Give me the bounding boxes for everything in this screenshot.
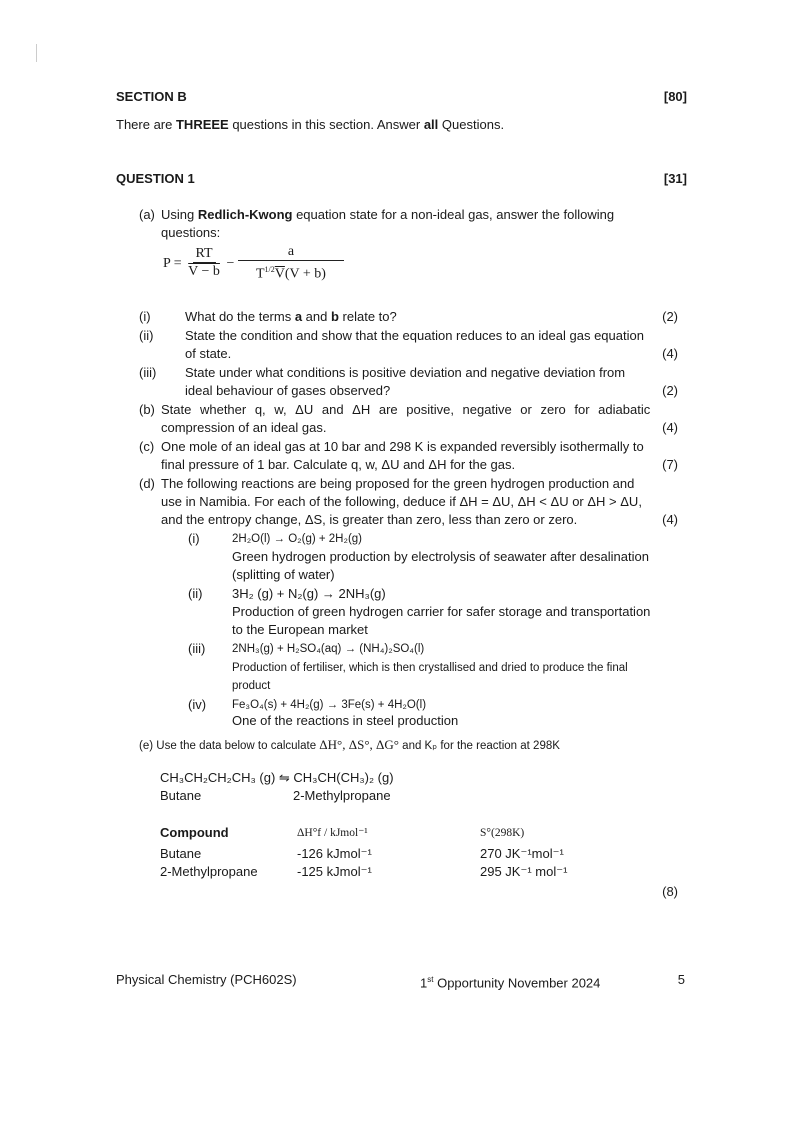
footer-course: Physical Chemistry (PCH602S) [116,972,297,987]
table-header: S°(298K) [480,827,525,839]
part-b-text: State whether q, w, ΔU and ΔH are positive, negative or zero for adiabatic [161,402,651,417]
question-marks: [31] [663,171,687,186]
reaction-equation: 3H₂ (g) + N₂(g) → 2NH₃(g) [232,586,386,601]
opportunity-text: Opportunity November 2024 [433,975,601,991]
opportunity-number: 1 [420,975,428,991]
math-symbols: ΔH°, ΔS°, ΔG° [319,737,399,752]
question-title: QUESTION 1 [116,171,195,186]
text: and [302,309,331,324]
text: and Kₚ for the reaction at 298K [398,740,560,752]
page-number: 5 [677,972,685,987]
item-label: (i) [188,531,200,546]
isomerisation-equation: CH₃CH₂CH₂CH₃ (g) ⇋ CH₃CH(CH₃)₂ (g) [160,770,394,785]
reaction-description-2: (splitting of water) [232,567,335,582]
reaction-description: Green hydrogen production by electrolysis of seawater after desalination [232,549,649,564]
reaction-description: One of the reactions in steel production [232,713,459,728]
part-b-label: (b) [139,402,155,417]
item-label: (iii) [139,365,157,380]
reactant-name: Butane [160,788,202,803]
table-header: Compound [160,825,229,840]
text: Use the data below to calculate [156,740,320,752]
formula-lhs: P = [163,255,182,271]
part-a-text [161,206,614,224]
marks: (4) [662,420,678,435]
intro-bold: THREEE [175,117,229,132]
marks: (2) [662,309,678,324]
table-cell: 270 JK⁻¹mol⁻¹ [480,846,564,861]
section-marks: [80] [663,89,687,104]
table-cell: 2-Methylpropane [160,864,258,879]
table-cell: -126 kJmol⁻¹ [297,846,372,861]
part-d-text: The following reactions are being proposed for the green hydrogen production and [161,476,635,491]
text: equation state for a non-ideal gas, answer the following [292,207,615,222]
marks: (2) [662,383,678,398]
part-d-text-2: use in Namibia. For each of the following, deduce if ΔH = ΔU, ΔH < ΔU or ΔH > ΔU, [161,494,642,509]
table-cell: 295 JK⁻¹ mol⁻¹ [480,864,568,879]
intro-bold: all [423,117,439,132]
product-name: 2-Methylpropane [293,788,391,803]
reaction-description: Production of green hydrogen carrier for safer storage and transportation [232,604,651,619]
bold-text: a [294,309,303,324]
footer-opportunity [420,971,600,992]
item-label: (i) [139,309,151,324]
reaction-description: Production of fertiliser, which is then crystallised and dried to produce the final [232,662,628,674]
reaction-description-2: to the European market [232,622,368,637]
section-intro [116,116,504,134]
a-iii-text: State under what conditions is positive deviation and negative deviation from [185,365,626,380]
text: relate to? [338,309,397,324]
numerator-2: a [238,244,344,261]
denominator-2 [253,261,329,284]
reaction-equation: Fe₃O₄(s) + 4H₂(g) → 3Fe(s) + 4H₂O(l) [232,699,427,711]
reaction-equation: 2NH₃(g) + H₂SO₄(aq) → (NH₄)₂SO₄(l) [232,643,425,655]
table-cell: Butane [160,846,202,861]
text: What do the terms [185,309,295,324]
marks: (4) [662,512,678,527]
item-label: (iv) [188,697,207,712]
den-t: T [255,266,265,282]
den-exponent: 1/2 [264,265,275,274]
part-c-text-2: final pressure of 1 bar. Calculate q, w, ΔU and ΔH for the gas. [161,457,516,472]
bold-text: Redlich-Kwong [197,207,293,222]
denominator-1: V − b [188,264,220,280]
numerator-1: RT [193,246,216,263]
marks: (8) [662,884,678,899]
part-c-label: (c) [139,439,155,454]
part-d-label: (d) [139,476,155,491]
part-d-text-3: and the entropy change, ΔS, is greater than zero, less than zero or zero. [161,512,578,527]
section-title: SECTION B [116,89,187,104]
part-c-text: One mole of an ideal gas at 10 bar and 298 K is expanded reversibly isothermally to [161,439,644,454]
reaction-equation: 2H₂O(l) → O₂(g) + 2H₂(g) [232,533,363,545]
text: Using [161,207,198,222]
marks: (7) [662,457,678,472]
formula-minus: − [226,255,235,271]
fraction-1 [185,246,223,281]
intro-text: There are [116,117,176,132]
table-cell: -125 kJmol⁻¹ [297,864,372,879]
scan-mark [36,44,37,62]
marks: (4) [662,346,678,361]
a-ii-text: State the condition and show that the equation reduces to an ideal gas equation [185,328,644,343]
item-label: (iii) [188,641,206,656]
intro-text: questions in this section. Answer [228,117,424,132]
redlich-kwong-formula [163,244,344,284]
den-paren: (V + b) [284,266,326,282]
part-b-text-2: compression of an ideal gas. [161,420,327,435]
a-iii-text-2: ideal behaviour of gases observed? [185,383,391,398]
item-label: (ii) [188,586,203,601]
den-v: $\overline{V}$ [274,266,285,282]
opportunity-suffix: st [427,975,434,984]
part-e-label: (e) [139,740,154,752]
part-a-label: (a) [139,207,155,222]
fraction-2 [238,244,344,284]
part-e-text [139,736,560,755]
item-label: (ii) [139,328,154,343]
a-i-text [185,308,397,326]
a-ii-text-2: of state. [185,346,232,361]
bold-text: b [330,309,339,324]
reaction-description-2: product [232,680,271,692]
table-header: ΔH°f / kJmol⁻¹ [297,827,368,839]
intro-text: Questions. [438,117,505,132]
part-a-text-2: questions: [161,225,221,240]
